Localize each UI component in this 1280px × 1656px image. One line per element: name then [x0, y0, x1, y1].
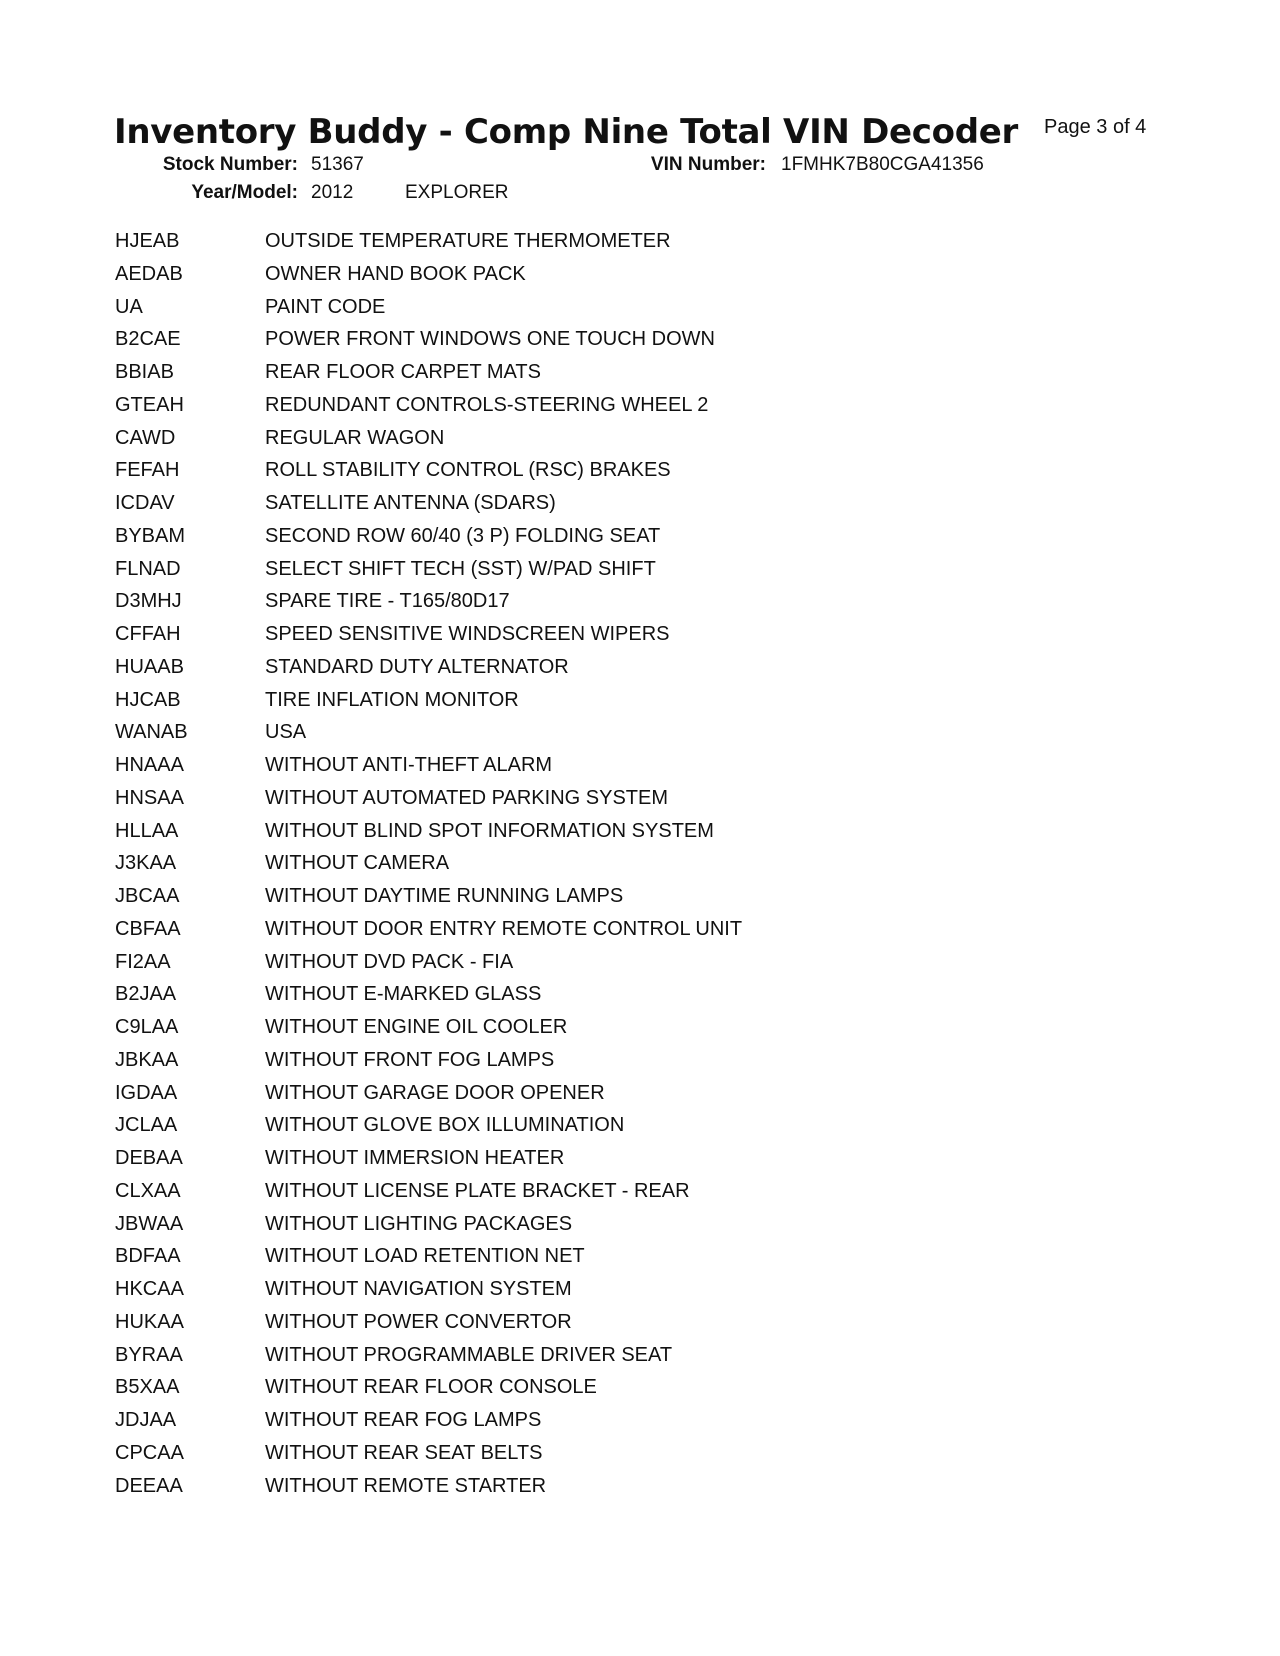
- option-row: [115, 750, 1015, 783]
- option-row: [115, 1143, 1015, 1176]
- option-code: CAWD: [115, 426, 176, 449]
- option-code: AEDAB: [115, 262, 183, 285]
- option-code: D3MHJ: [115, 590, 182, 613]
- option-row: [115, 1438, 1015, 1471]
- option-row: [115, 1340, 1015, 1373]
- option-row: [115, 947, 1015, 980]
- option-row: [115, 1405, 1015, 1438]
- option-code: DEEAA: [115, 1474, 183, 1497]
- option-description: WITHOUT IMMERSION HEATER: [265, 1147, 565, 1169]
- option-row: [115, 717, 1015, 750]
- option-description: WITHOUT PROGRAMMABLE DRIVER SEAT: [265, 1343, 673, 1366]
- option-row: [115, 619, 1015, 652]
- option-code: HJCAB: [115, 688, 181, 711]
- option-description: WITHOUT DOOR ENTRY REMOTE CONTROL UNIT: [265, 917, 743, 940]
- option-code: FLNAD: [115, 557, 181, 580]
- option-row: [115, 390, 1015, 423]
- option-row: [115, 1110, 1015, 1143]
- option-code: HUAAB: [115, 655, 184, 678]
- page-number: Page 3 of 4: [1044, 116, 1147, 138]
- option-row: [115, 1209, 1015, 1242]
- option-row: [115, 259, 1015, 292]
- option-row: [115, 1176, 1015, 1209]
- option-row: [115, 554, 1015, 587]
- option-code: UA: [115, 295, 143, 318]
- option-code: B5XAA: [115, 1376, 180, 1399]
- option-description: WITHOUT BLIND SPOT INFORMATION SYSTEM: [265, 819, 714, 842]
- option-code: WANAB: [115, 721, 188, 744]
- option-row: [115, 586, 1015, 619]
- option-code: HNSAA: [115, 786, 184, 809]
- option-description: ROLL STABILITY CONTROL (RSC) BRAKES: [265, 459, 671, 482]
- option-code: JBCAA: [115, 885, 180, 907]
- option-description: PAINT CODE: [265, 295, 386, 318]
- option-description: WITHOUT AUTOMATED PARKING SYSTEM: [265, 786, 668, 809]
- option-code: DEBAA: [115, 1147, 183, 1169]
- option-row: [115, 1471, 1015, 1504]
- option-description: SELECT SHIFT TECH (SST) W/PAD SHIFT: [265, 557, 656, 580]
- option-description: WITHOUT ENGINE OIL COOLER: [265, 1016, 568, 1038]
- option-description: WITHOUT POWER CONVERTOR: [265, 1310, 572, 1333]
- option-row: [115, 652, 1015, 685]
- option-code: J3KAA: [115, 852, 177, 875]
- option-description: WITHOUT LIGHTING PACKAGES: [265, 1212, 573, 1235]
- option-code: CBFAA: [115, 917, 181, 940]
- option-code: JCLAA: [115, 1114, 178, 1137]
- option-row: [115, 324, 1015, 357]
- option-description: WITHOUT REAR FOG LAMPS: [265, 1409, 542, 1431]
- option-description: WITHOUT ANTI-THEFT ALARM: [265, 754, 553, 776]
- option-description: WITHOUT DAYTIME RUNNING LAMPS: [265, 885, 624, 907]
- option-code: BYRAA: [115, 1343, 183, 1366]
- option-description: POWER FRONT WINDOWS ONE TOUCH DOWN: [265, 328, 715, 351]
- option-row: [115, 521, 1015, 554]
- option-code: BBIAB: [115, 361, 174, 383]
- option-description: STANDARD DUTY ALTERNATOR: [265, 655, 569, 678]
- option-row: [115, 914, 1015, 947]
- option-code: HKCAA: [115, 1278, 184, 1300]
- option-description: REAR FLOOR CARPET MATS: [265, 361, 541, 383]
- option-row: [115, 979, 1015, 1012]
- option-code-list: [115, 226, 1015, 1503]
- option-description: WITHOUT REAR SEAT BELTS: [265, 1441, 543, 1464]
- vin-number-value: 1FMHK7B80CGA41356: [781, 154, 984, 175]
- option-code: HNAAA: [115, 754, 184, 776]
- option-code: B2JAA: [115, 983, 177, 1006]
- option-code: C9LAA: [115, 1016, 179, 1038]
- option-code: FI2AA: [115, 950, 171, 973]
- option-row: [115, 685, 1015, 718]
- option-code: JBWAA: [115, 1212, 184, 1235]
- option-row: [115, 1078, 1015, 1111]
- option-description: WITHOUT DVD PACK - FIA: [265, 950, 514, 973]
- option-code: HJEAB: [115, 230, 180, 252]
- option-description: WITHOUT CAMERA: [265, 852, 450, 875]
- option-description: WITHOUT NAVIGATION SYSTEM: [265, 1278, 572, 1300]
- option-code: HLLAA: [115, 819, 179, 842]
- option-description: TIRE INFLATION MONITOR: [265, 688, 519, 711]
- option-row: [115, 881, 1015, 914]
- option-description: WITHOUT REMOTE STARTER: [265, 1474, 547, 1497]
- option-code: JBKAA: [115, 1048, 179, 1071]
- option-row: [115, 1372, 1015, 1405]
- option-code: HUKAA: [115, 1310, 184, 1333]
- option-row: [115, 783, 1015, 816]
- option-description: WITHOUT GLOVE BOX ILLUMINATION: [265, 1114, 625, 1137]
- option-description: REDUNDANT CONTROLS-STEERING WHEEL 2: [265, 393, 709, 416]
- option-row: [115, 455, 1015, 488]
- option-row: [115, 423, 1015, 456]
- option-row: [115, 1045, 1015, 1078]
- vin-number-label: VIN Number:: [650, 154, 766, 175]
- option-code: FEFAH: [115, 459, 180, 482]
- option-row: [115, 816, 1015, 849]
- option-description: WITHOUT FRONT FOG LAMPS: [265, 1048, 555, 1071]
- option-code: BDFAA: [115, 1245, 181, 1268]
- option-description: OWNER HAND BOOK PACK: [265, 262, 526, 285]
- year-value: 2012: [311, 182, 354, 203]
- option-description: SATELLITE ANTENNA (SDARS): [265, 492, 556, 514]
- option-description: SPARE TIRE - T165/80D17: [265, 590, 510, 613]
- option-description: REGULAR WAGON: [265, 426, 445, 449]
- option-code: ICDAV: [115, 492, 175, 514]
- document-title: Inventory Buddy - Comp Nine Total VIN Decoder: [114, 112, 1018, 152]
- model-value: EXPLORER: [405, 182, 509, 203]
- option-description: USA: [265, 721, 307, 744]
- option-code: CLXAA: [115, 1179, 181, 1202]
- option-code: IGDAA: [115, 1081, 178, 1104]
- option-code: B2CAE: [115, 328, 181, 351]
- option-code: BYBAM: [115, 524, 186, 547]
- option-row: [115, 1012, 1015, 1045]
- option-row: [115, 848, 1015, 881]
- option-code: JDJAA: [115, 1409, 177, 1431]
- stock-number-value: 51367: [311, 154, 364, 175]
- option-row: [115, 357, 1015, 390]
- option-description: WITHOUT GARAGE DOOR OPENER: [265, 1081, 605, 1104]
- option-description: WITHOUT REAR FLOOR CONSOLE: [265, 1376, 597, 1399]
- option-description: SECOND ROW 60/40 (3 P) FOLDING SEAT: [265, 524, 661, 547]
- stock-number-label: Stock Number:: [162, 154, 298, 175]
- option-description: WITHOUT E-MARKED GLASS: [265, 983, 542, 1006]
- option-row: [115, 1274, 1015, 1307]
- option-row: [115, 226, 1015, 259]
- option-description: WITHOUT LICENSE PLATE BRACKET - REAR: [265, 1179, 690, 1202]
- option-code: GTEAH: [115, 393, 184, 416]
- option-row: [115, 1307, 1015, 1340]
- option-code: CFFAH: [115, 623, 181, 645]
- option-row: [115, 292, 1015, 325]
- year-model-label: Year/Model:: [191, 182, 298, 203]
- option-description: SPEED SENSITIVE WINDSCREEN WIPERS: [265, 623, 670, 645]
- option-description: WITHOUT LOAD RETENTION NET: [265, 1245, 585, 1268]
- option-row: [115, 488, 1015, 521]
- option-description: OUTSIDE TEMPERATURE THERMOMETER: [265, 230, 671, 252]
- option-row: [115, 1241, 1015, 1274]
- option-code: CPCAA: [115, 1441, 184, 1464]
